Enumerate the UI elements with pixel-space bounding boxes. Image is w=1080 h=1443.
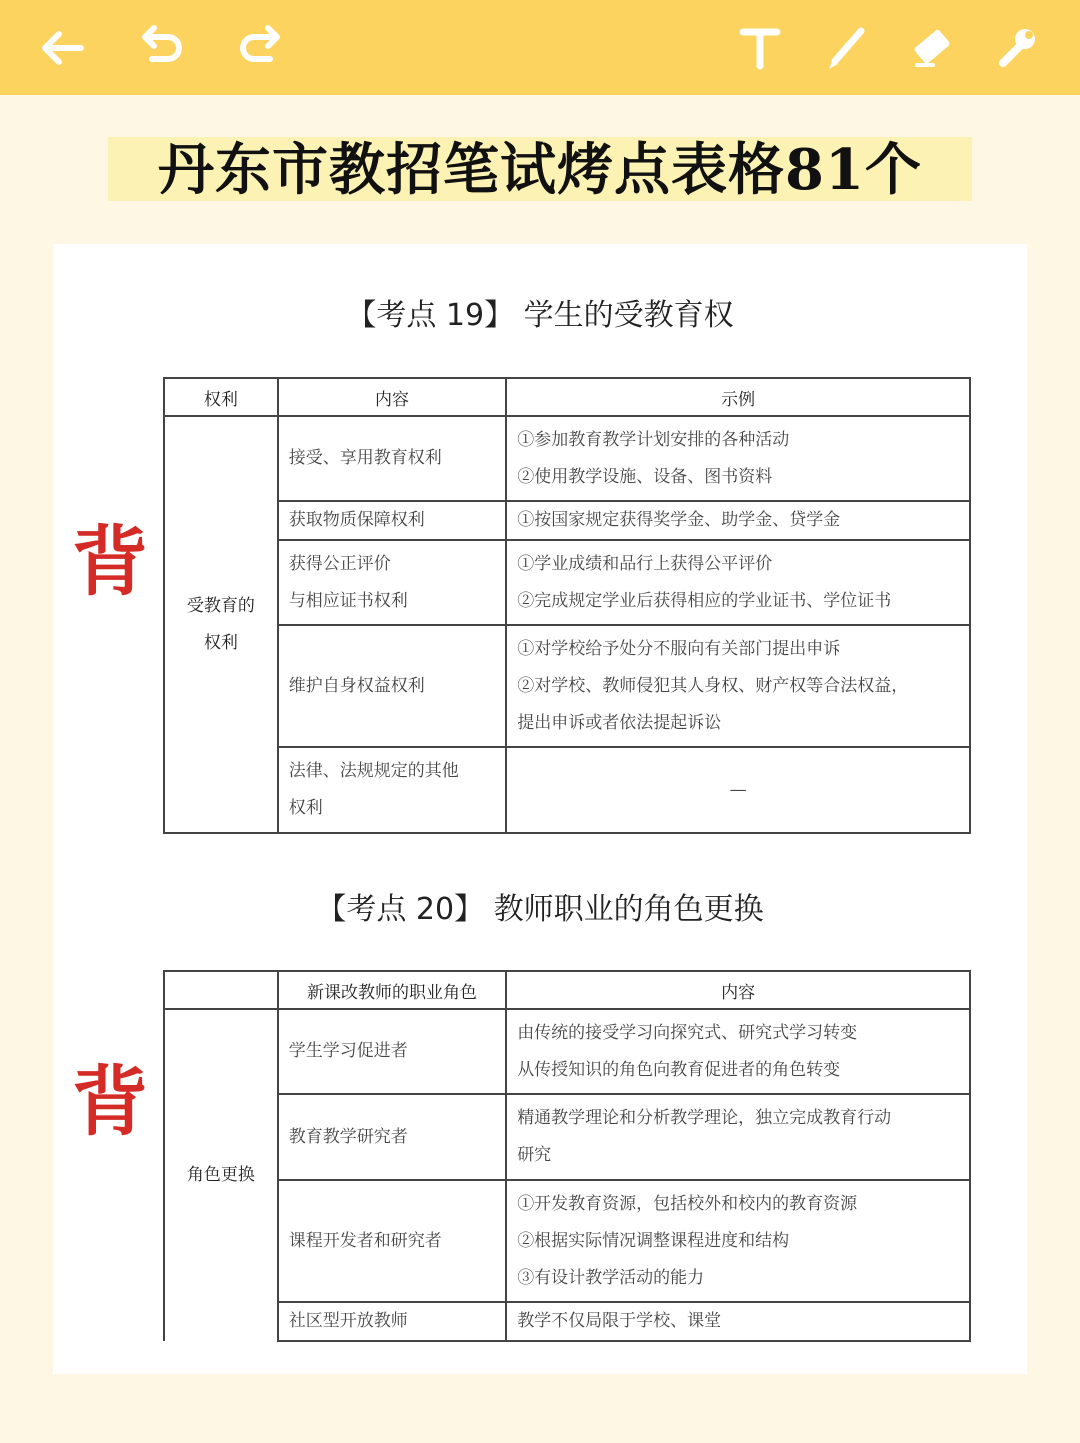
back-arrow-icon[interactable] — [36, 22, 88, 74]
content-cell — [278, 747, 506, 833]
example-text: — — [729, 779, 747, 800]
header-cell: 内容 — [278, 378, 506, 416]
role-cell — [278, 1009, 506, 1094]
example-text: ②对学校、教师侵犯其人身权、财产权等合法权益， — [517, 675, 909, 696]
content-cell — [278, 501, 506, 540]
table-row — [164, 501, 970, 540]
content-text: ②根据实际情况调整课程进度和结构 — [517, 1230, 790, 1251]
content-text: 维护自身权益权利 — [288, 675, 425, 696]
content-cell — [506, 1180, 970, 1302]
pen-icon[interactable] — [822, 22, 874, 74]
table-row — [164, 540, 970, 625]
role-cell — [278, 1302, 506, 1341]
content-text: 从传授知识的角色向教育促进者的角色转变 — [517, 1059, 841, 1080]
example-text: ②使用教学设施、设备、图书资料 — [517, 466, 773, 487]
header-cell: 新课改教师的职业角色 — [278, 971, 506, 1009]
example-cell — [506, 625, 970, 747]
category-cell — [164, 1009, 278, 1341]
content-text: 法律、法规规定的其他 — [288, 761, 459, 781]
content-cell — [278, 625, 506, 747]
content-text: 与相应证书权利 — [288, 590, 408, 611]
example-text: ①对学校给予处分不服向有关部门提出申诉 — [517, 638, 841, 659]
example-text: ①参加教育教学计划安排的各种活动 — [517, 429, 790, 450]
example-cell — [506, 540, 970, 625]
table-row — [164, 416, 970, 501]
table-row — [164, 1180, 970, 1302]
example-cell — [506, 501, 970, 540]
eraser-icon[interactable] — [906, 22, 958, 74]
memorize-marker: 背 — [72, 517, 148, 606]
category-label: 角色更换 — [186, 1165, 255, 1185]
category-label: 权利 — [203, 632, 238, 653]
content-text: 由传统的接受学习向探究式、研究式学习转变 — [517, 1022, 858, 1043]
content-text: 教学不仅局限于学校、课堂 — [517, 1311, 722, 1331]
header-cell: 示例 — [506, 378, 970, 416]
example-text: ①按国家规定获得奖学金、助学金、贷学金 — [517, 510, 841, 530]
content-text: 接受、享用教育权利 — [288, 448, 442, 468]
content-text: ③有设计教学活动的能力 — [517, 1267, 705, 1288]
content-cell — [506, 1302, 970, 1341]
header-cell: 权利 — [164, 378, 278, 416]
role-text: 学生学习促进者 — [288, 1041, 408, 1061]
redo-icon[interactable] — [233, 22, 285, 74]
role-cell — [278, 1180, 506, 1302]
teacher-role-table — [163, 970, 971, 1342]
role-cell — [278, 1094, 506, 1180]
content-cell — [278, 540, 506, 625]
example-text: 提出申诉或者依法提起诉讼 — [517, 712, 722, 733]
category-cell — [164, 416, 278, 833]
role-text: 课程开发者和研究者 — [288, 1230, 442, 1251]
example-text: ②完成规定学业后获得相应的学业证书、学位证书 — [517, 590, 892, 611]
rights-table — [163, 377, 971, 834]
text-icon[interactable] — [734, 22, 786, 74]
content-text: 获取物质保障权利 — [288, 510, 425, 530]
header-cell — [164, 971, 278, 1009]
page-title: 丹东市教招笔试烤点表格81个 — [158, 137, 922, 203]
header-cell: 内容 — [506, 971, 970, 1009]
content-text: 权利 — [288, 798, 323, 818]
content-cell — [278, 416, 506, 501]
content-text: ①开发教育资源，包括校外和校内的教育资源 — [517, 1193, 858, 1214]
section-heading-20: 【考点 20】 教师职业的角色更换 — [316, 892, 764, 927]
table-row — [164, 1302, 970, 1341]
content-text: 研究 — [517, 1145, 552, 1165]
example-cell — [506, 747, 970, 833]
role-text: 社区型开放教师 — [288, 1311, 408, 1331]
content-text: 精通教学理论和分析教学理论，独立完成教育行动 — [517, 1108, 892, 1128]
toolbar — [0, 0, 1080, 95]
category-label: 受教育的 — [186, 595, 255, 616]
table-row — [164, 1009, 970, 1094]
role-text: 教育教学研究者 — [288, 1126, 408, 1147]
table-row — [164, 1094, 970, 1180]
content-text: 获得公正评价 — [288, 553, 391, 574]
table-header-row — [164, 378, 970, 416]
table-row — [164, 747, 970, 833]
section-heading-19: 【考点 19】 学生的受教育权 — [346, 298, 734, 333]
content-cell — [506, 1009, 970, 1094]
wrench-icon[interactable] — [990, 22, 1042, 74]
undo-icon[interactable] — [137, 22, 189, 74]
content-cell — [506, 1094, 970, 1180]
example-cell — [506, 416, 970, 501]
example-text: ①学业成绩和品行上获得公平评价 — [517, 553, 773, 574]
table-row — [164, 625, 970, 747]
memorize-marker: 背 — [72, 1057, 148, 1146]
table-header-row — [164, 971, 970, 1009]
